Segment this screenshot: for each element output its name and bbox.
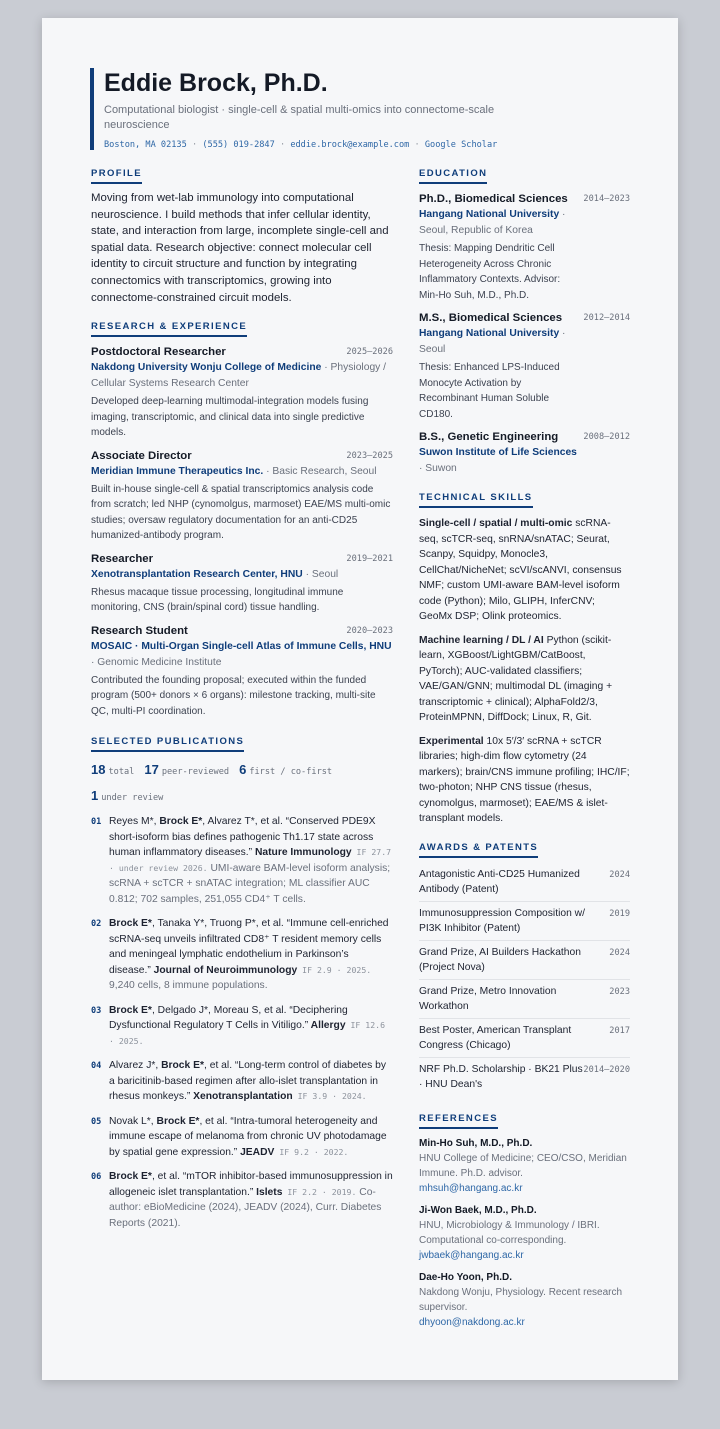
institution-name: Hangang National University bbox=[419, 209, 560, 220]
publication-citation bbox=[109, 1003, 393, 1050]
authors-after: , Tanaka Y*, Truong P*, et al. bbox=[151, 918, 287, 930]
references-list bbox=[419, 1136, 630, 1330]
award-item bbox=[419, 902, 630, 941]
education-entry bbox=[419, 311, 630, 422]
authors-after: , et al. bbox=[199, 1115, 231, 1127]
date-range: 2019–2021 bbox=[346, 553, 393, 564]
degree-title: B.S., Genetic Engineering bbox=[419, 431, 559, 443]
institution-name: Suwon Institute of Life Sciences bbox=[419, 447, 577, 458]
education-heading: EDUCATION bbox=[419, 168, 487, 184]
organization-name: Xenotransplantation Research Center, HNU bbox=[91, 568, 303, 580]
institution-line bbox=[419, 445, 579, 477]
award-title: Immunosuppression Composition w/ PI3K Inhibitor (Patent) bbox=[419, 907, 585, 934]
journal-name: Allergy bbox=[308, 1020, 346, 1032]
publications-heading: SELECTED PUBLICATIONS bbox=[91, 736, 244, 752]
publication-list bbox=[91, 814, 393, 1231]
authors-after: , et al. bbox=[204, 1060, 235, 1072]
references-heading: REFERENCES bbox=[419, 1113, 498, 1129]
journal-name: Nature Immunology bbox=[252, 847, 352, 859]
authors-before: Novak L*, bbox=[109, 1115, 157, 1127]
author-self: Brock E* bbox=[156, 1115, 200, 1127]
profile-text: Moving from wet-lab immunology into computational neuroscience. I build methods that infer cellular identity, state, and interaction from large, incomplete single-cell and spatial data. Research objective: connect molecular cell identity to circuit structure and function by integrating connectomics with transcriptomics, growing into connectome-constrained circuit models. bbox=[91, 192, 389, 304]
education-list bbox=[419, 192, 630, 477]
institution-location: · Seoul, Republic of Korea bbox=[419, 209, 566, 236]
organization-detail: · Seoul bbox=[302, 568, 339, 580]
publication-citation bbox=[109, 814, 393, 907]
education-entry bbox=[419, 430, 630, 477]
impact-factor-year: IF 27.7 · under review 2026. bbox=[109, 847, 392, 873]
authors-before: Reyes M*, bbox=[109, 816, 160, 828]
experience-entry bbox=[91, 449, 393, 544]
publication-item bbox=[91, 1058, 393, 1105]
role-title: Postdoctoral Researcher bbox=[91, 346, 226, 359]
experience-list bbox=[91, 345, 393, 719]
impact-factor-year: IF 2.9 · 2025. bbox=[297, 964, 372, 975]
reference-item bbox=[419, 1203, 630, 1263]
reference-email-link[interactable]: mhsuh@hangang.ac.kr bbox=[419, 1182, 523, 1194]
role-description: Built in-house single-cell & spatial transcriptomics analysis code from scratch; led NHP (cynomolgus, marmoset) EAE/MS multi-omic studies; oversaw regulatory documentation for an anti-CD25 humanized-antibody program. bbox=[91, 483, 391, 542]
role-description: Rhesus macaque tissue processing, longitudinal immune monitoring, CNS (brain/spinal cord) tissue handling. bbox=[91, 586, 344, 614]
role-description: Developed deep-learning multimodal-integration models fusing imaging, transcriptomic, and clinical data into single predictive models. bbox=[91, 396, 369, 439]
skill-group bbox=[419, 633, 630, 726]
skill-group-text: Python (scikit-learn, XGBoost/LightGBM/CatBoost, PyTorch); AUC-validated classifiers; VAE/GAN/GNN; multimodal DL (imaging + transcriptomic + clinical); AlphaFold2/3, ProteinMPNN, DiffDock; Linux, R, Git. bbox=[419, 634, 613, 723]
publication-item bbox=[91, 1169, 393, 1231]
impact-factor-year: IF 9.2 · 2022. bbox=[274, 1146, 349, 1157]
skills-list bbox=[419, 516, 630, 827]
publication-title: “Deciphering Dysfunctional Regulatory T Cells in Vitiligo.” bbox=[109, 1004, 348, 1032]
experience-entry bbox=[91, 624, 393, 720]
reference-email-link[interactable]: dhyoon@nakdong.ac.kr bbox=[419, 1316, 525, 1328]
right-column bbox=[419, 163, 630, 1330]
journal-name: Journal of Neuroimmunology bbox=[150, 964, 298, 976]
journal-name: Islets bbox=[253, 1186, 283, 1198]
publication-title: “Long-term control of diabetes by a baricitinib-based regimen after allo-islet transplantation in rhesus monkeys.” bbox=[109, 1060, 387, 1103]
date-range: 2014–2023 bbox=[583, 194, 630, 204]
authors-after: , Alvarez T*, et al. bbox=[202, 816, 286, 828]
organization-line bbox=[91, 360, 393, 392]
reference-item bbox=[419, 1270, 630, 1330]
publication-number: 03 bbox=[91, 1005, 102, 1016]
date-range: 2025–2026 bbox=[346, 347, 393, 358]
impact-factor-year: IF 12.6 · 2025. bbox=[109, 1020, 385, 1046]
skill-group-heading: Machine learning / DL / AI bbox=[419, 634, 544, 646]
publication-item bbox=[91, 814, 393, 907]
reference-name: Min-Ho Suh, M.D., Ph.D. bbox=[419, 1137, 533, 1149]
institution-location: · Suwon bbox=[419, 463, 457, 474]
reference-name: Ji-Won Baek, M.D., Ph.D. bbox=[419, 1204, 537, 1216]
award-year: 2024 bbox=[609, 947, 630, 958]
degree-title: Ph.D., Biomedical Sciences bbox=[419, 193, 568, 205]
publication-citation bbox=[109, 1169, 393, 1231]
journal-name: Xenotransplantation bbox=[190, 1091, 293, 1103]
award-item bbox=[419, 863, 630, 902]
authors-after: , et al. bbox=[151, 1171, 183, 1183]
award-year: 2023 bbox=[609, 986, 630, 997]
publication-item bbox=[91, 916, 393, 994]
award-item bbox=[419, 980, 630, 1019]
skill-group-heading: Experimental bbox=[419, 735, 484, 747]
journal-name: JEADV bbox=[237, 1146, 275, 1158]
institution-location: · Seoul bbox=[419, 328, 566, 355]
skill-group-text: 10x 5′/3′ scRNA + scTCR libraries; high-dim flow cytometry (24 markers); brain/CNS immune profiling; IHC/IF; two-photon; NHP CNS tissue (rhesus, cynomolgus, marmoset); EAE/MS & islet-transplant models. bbox=[419, 735, 630, 824]
experience-entry bbox=[91, 345, 393, 441]
contact-line: Boston, MA 02135 · (555) 019-2847 · eddie.brock@example.com · Google Scholar bbox=[104, 140, 498, 150]
publication-number: 06 bbox=[91, 1172, 102, 1183]
organization-detail: · Genomic Medicine Institute bbox=[91, 656, 222, 668]
degree-title: M.S., Biomedical Sciences bbox=[419, 312, 563, 324]
stat-first-author: 6 first / co-first bbox=[239, 762, 333, 778]
organization-line bbox=[91, 567, 393, 583]
date-range: 2020–2023 bbox=[346, 625, 393, 636]
publication-citation bbox=[109, 1058, 393, 1105]
award-item bbox=[419, 1058, 630, 1096]
experience-entry bbox=[91, 552, 393, 616]
entry-header bbox=[91, 449, 393, 464]
publication-number: 02 bbox=[91, 919, 102, 930]
left-column bbox=[91, 163, 393, 1240]
publication-note: Co-author: eBioMedicine (2024), JEADV (2024), Curr. Diabetes Reports (2021). bbox=[109, 1186, 382, 1229]
award-year: 2014–2020 bbox=[583, 1064, 630, 1075]
organization-line bbox=[91, 464, 393, 480]
entry-header bbox=[91, 345, 393, 360]
google-scholar-link[interactable]: Google Scholar bbox=[424, 140, 498, 150]
reference-affiliation: HNU College of Medicine; CEO/CSO, Meridian Immune. Ph.D. advisor. bbox=[419, 1152, 627, 1179]
education-entry bbox=[419, 192, 630, 303]
reference-affiliation: Nakdong Wonju, Physiology. Recent research supervisor. bbox=[419, 1286, 623, 1313]
impact-factor-year: IF 3.9 · 2024. bbox=[292, 1091, 367, 1102]
skill-group bbox=[419, 516, 630, 625]
awards-heading: AWARDS & PATENTS bbox=[419, 842, 538, 858]
stat-peer-reviewed: 17 peer-reviewed bbox=[144, 762, 230, 778]
organization-name: Meridian Immune Therapeutics Inc. bbox=[91, 465, 264, 477]
publication-number: 05 bbox=[91, 1116, 102, 1127]
role-title: Research Student bbox=[91, 624, 188, 637]
skill-group-text: scRNA-seq, scTCR-seq, snRNA/snATAC; Seurat, Scanpy, Squidpy, Monocle3, CellChat/NicheNet; scVI/scANVI, consensus NMF; custom UMI-aware BAM-level isoform code (Python); Milo, GLIPH, InferCNV; GeoMx DSP; Olink proteomics. bbox=[419, 518, 622, 622]
location: Boston, MA 02135 bbox=[104, 140, 187, 150]
email-link[interactable]: eddie.brock@example.com bbox=[290, 140, 410, 150]
tagline: Computational biologist · single-cell & spatial multi-omics into connectome-scale neuroscience bbox=[104, 104, 495, 131]
publication-item bbox=[91, 1003, 393, 1050]
resume-page bbox=[42, 18, 678, 1380]
publication-stats bbox=[91, 762, 393, 803]
institution-line bbox=[419, 326, 579, 358]
publication-title: “Conserved PDE9X short-isoform bias defines pathogenic Th1.17 state across human inflammatory diseases.” bbox=[109, 816, 376, 859]
reference-item bbox=[419, 1136, 630, 1196]
award-year: 2017 bbox=[609, 1025, 630, 1036]
publication-title: “mTOR inhibitor-based immunosuppression in allogeneic islet transplantation.” bbox=[109, 1171, 393, 1198]
role-title: Associate Director bbox=[91, 449, 192, 462]
publication-note: 9,240 cells, 8 immune populations. bbox=[109, 980, 268, 992]
author-self: Brock E* bbox=[161, 1060, 205, 1072]
publication-number: 01 bbox=[91, 817, 102, 828]
organization-line bbox=[91, 639, 393, 671]
author-self: Brock E* bbox=[109, 1004, 152, 1016]
award-item bbox=[419, 1019, 630, 1058]
organization-name: Nakdong University Wonju College of Medicine bbox=[91, 362, 322, 374]
candidate-name: Eddie Brock, Ph.D. bbox=[104, 69, 328, 97]
award-title: NRF Ph.D. Scholarship · BK21 Plus · HNU Dean's bbox=[419, 1063, 583, 1090]
entry-header bbox=[91, 552, 393, 567]
entry-header bbox=[419, 430, 630, 445]
thesis-description: Thesis: Enhanced LPS-Induced Monocyte Activation by Recombinant Human Soluble CD180. bbox=[419, 362, 560, 420]
stat-under-review: 1 under review bbox=[91, 788, 164, 804]
publication-citation bbox=[109, 916, 393, 994]
awards-list bbox=[419, 863, 630, 1096]
award-title: Best Poster, American Transplant Congress (Chicago) bbox=[419, 1024, 572, 1051]
resume-header bbox=[90, 68, 510, 150]
publication-citation bbox=[109, 1114, 393, 1161]
experience-heading: RESEARCH & EXPERIENCE bbox=[91, 321, 247, 337]
date-range: 2023–2025 bbox=[346, 450, 393, 461]
phone: (555) 019-2847 bbox=[202, 140, 275, 150]
role-description: Contributed the founding proposal; executed within the funded program (500+ donors × 6 organs): milestone tracking, multi-site QC, multi-PI coordination. bbox=[91, 674, 376, 717]
skill-group bbox=[419, 734, 630, 827]
publication-title: “Immune cell-enriched scRNA-seq unveils infiltrated CD8⁺ T resident memory cells and meningeal lymphatic endothelium in Parkinson’s disease.” bbox=[109, 918, 389, 976]
reference-affiliation: HNU, Microbiology & Immunology / IBRI. Computational co-corresponding. bbox=[419, 1219, 600, 1246]
author-self: Brock E* bbox=[109, 1171, 152, 1183]
impact-factor-year: IF 2.2 · 2019. bbox=[282, 1186, 357, 1197]
authors-after: , Delgado J*, Moreau S, et al. bbox=[151, 1004, 290, 1016]
organization-detail: · Physiology / Cellular Systems Research Center bbox=[91, 362, 387, 390]
award-title: Antagonistic Anti-CD25 Humanized Antibody (Patent) bbox=[419, 868, 580, 895]
organization-detail: · Basic Research, Seoul bbox=[263, 465, 377, 477]
publication-number: 04 bbox=[91, 1061, 102, 1072]
entry-header bbox=[91, 624, 393, 639]
publication-item bbox=[91, 1114, 393, 1161]
reference-name: Dae-Ho Yoon, Ph.D. bbox=[419, 1271, 512, 1283]
skill-group-heading: Single-cell / spatial / multi-omic bbox=[419, 518, 573, 529]
institution-name: Hangang National University bbox=[419, 328, 560, 339]
entry-header bbox=[419, 311, 630, 326]
author-self: Brock E* bbox=[159, 816, 203, 828]
award-item bbox=[419, 941, 630, 980]
date-range: 2012–2014 bbox=[583, 313, 630, 323]
reference-email-link[interactable]: jwbaek@hangang.ac.kr bbox=[419, 1249, 524, 1261]
award-title: Grand Prize, Metro Innovation Workathon bbox=[419, 985, 557, 1012]
award-year: 2024 bbox=[609, 869, 630, 880]
institution-line bbox=[419, 207, 579, 239]
organization-name: MOSAIC · Multi-Organ Single-cell Atlas of Immune Cells, HNU bbox=[91, 640, 392, 652]
award-year: 2019 bbox=[609, 908, 630, 919]
role-title: Researcher bbox=[91, 552, 154, 565]
authors-before: Alvarez J*, bbox=[109, 1060, 162, 1072]
date-range: 2008–2012 bbox=[583, 432, 630, 442]
stat-total: 18 total bbox=[91, 762, 135, 778]
profile-heading: PROFILE bbox=[91, 168, 142, 184]
publication-title: “Intra-tumoral heterogeneity and immune escape of melanoma from chronic UV photodamage by spatial gene expression.” bbox=[109, 1115, 387, 1158]
skills-heading: TECHNICAL SKILLS bbox=[419, 492, 533, 508]
publication-note: UMI-aware BAM-level isoform analysis; scRNA + scTCR + snATAC integration; ML classifier AUC 0.812; 702 samples, 251,055 CD4⁺ T cells. bbox=[109, 862, 391, 905]
author-self: Brock E* bbox=[109, 918, 152, 930]
thesis-description: Thesis: Mapping Dendritic Cell Heterogeneity Across Chronic Inflammatory Contexts. Advisor: Min-Ho Suh, M.D., Ph.D. bbox=[419, 243, 561, 301]
award-title: Grand Prize, AI Builders Hackathon (Project Nova) bbox=[419, 946, 581, 973]
entry-header bbox=[419, 192, 630, 207]
